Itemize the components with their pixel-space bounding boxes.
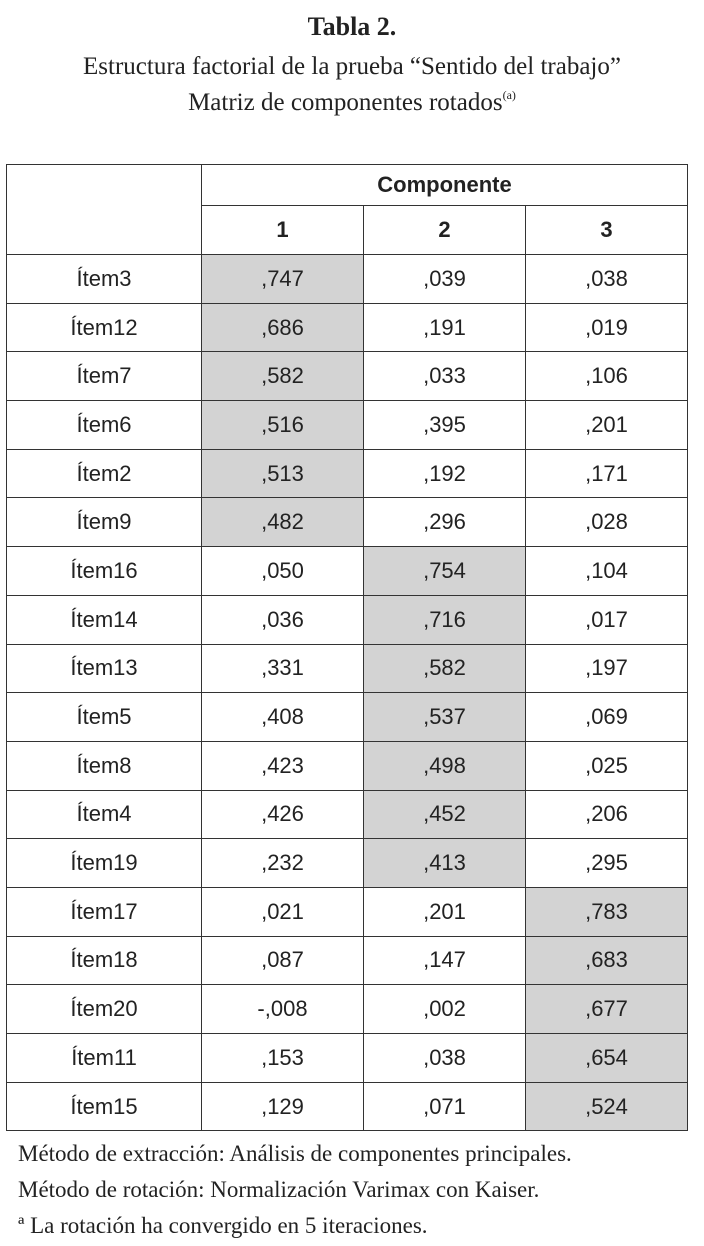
loading-cell: ,201 [526,401,688,450]
loading-cell: ,206 [526,790,688,839]
table-row [7,255,688,304]
item-label-cell: Ítem12 [7,303,202,352]
loading-cell: ,197 [526,644,688,693]
loading-cell: ,147 [364,936,526,985]
loading-cell: ,582 [202,352,364,401]
loading-cell: ,413 [364,839,526,888]
loading-cell: ,452 [364,790,526,839]
item-label-cell: Ítem11 [7,1034,202,1083]
table-row [7,741,688,790]
table-subtitle: Estructura factorial de la prueba “Sentido del trabajo” [83,53,621,80]
loading-cell: ,232 [202,839,364,888]
loading-cell: ,104 [526,547,688,596]
loading-cell: ,038 [364,1034,526,1083]
loading-cell: ,021 [202,887,364,936]
loading-cell: ,017 [526,595,688,644]
table-row [7,303,688,352]
table-row [7,644,688,693]
item-label-cell: Ítem9 [7,498,202,547]
loading-cell: ,192 [364,449,526,498]
corner-header-cell [7,165,202,255]
table-body [7,255,688,1131]
item-label-cell: Ítem14 [7,595,202,644]
table-row [7,839,688,888]
table-row [7,401,688,450]
loading-cell: ,025 [526,741,688,790]
table-row [7,985,688,1034]
item-label-cell: Ítem5 [7,693,202,742]
loading-cell: ,524 [526,1082,688,1131]
column-header-3: 3 [526,206,688,255]
loading-cell: ,296 [364,498,526,547]
loading-cell: ,426 [202,790,364,839]
column-header-2: 2 [364,206,526,255]
loading-cell: ,087 [202,936,364,985]
loading-cell: ,677 [526,985,688,1034]
loading-cell: ,783 [526,887,688,936]
item-label-cell: Ítem2 [7,449,202,498]
item-label-cell: Ítem19 [7,839,202,888]
loading-cell: ,295 [526,839,688,888]
loading-cell: ,482 [202,498,364,547]
note-convergence: ª La rotación ha convergido en 5 iteraciones. [18,1213,428,1238]
item-label-cell: Ítem20 [7,985,202,1034]
table-row [7,547,688,596]
loading-cell: ,153 [202,1034,364,1083]
loading-cell: ,423 [202,741,364,790]
loading-cell: ,686 [202,303,364,352]
item-label-cell: Ítem15 [7,1082,202,1131]
item-label-cell: Ítem4 [7,790,202,839]
loading-cell: ,754 [364,547,526,596]
loading-cell: ,408 [202,693,364,742]
loading-cell: ,028 [526,498,688,547]
component-group-header: Componente [202,165,688,206]
loading-cell: ,171 [526,449,688,498]
table-row [7,693,688,742]
table-row [7,498,688,547]
item-label-cell: Ítem17 [7,887,202,936]
loading-cell: -,008 [202,985,364,1034]
loading-cell: ,036 [202,595,364,644]
loading-cell: ,582 [364,644,526,693]
table-row [7,1034,688,1083]
note-rotation-method: Método de rotación: Normalización Varimax con Kaiser. [18,1177,540,1202]
loading-cell: ,019 [526,303,688,352]
table-row [7,595,688,644]
loading-cell: ,106 [526,352,688,401]
loading-cell: ,050 [202,547,364,596]
item-label-cell: Ítem8 [7,741,202,790]
loading-cell: ,516 [202,401,364,450]
table-subtitle-2-text: Matriz de componentes rotados [188,89,503,116]
table-row [7,449,688,498]
loading-cell: ,498 [364,741,526,790]
item-label-cell: Ítem6 [7,401,202,450]
loading-cell: ,683 [526,936,688,985]
loading-cell: ,002 [364,985,526,1034]
loading-cell: ,201 [364,887,526,936]
loading-cell: ,537 [364,693,526,742]
loading-cell: ,069 [526,693,688,742]
table-notes [18,1136,572,1244]
item-label-cell: Ítem18 [7,936,202,985]
item-label-cell: Ítem16 [7,547,202,596]
loading-cell: ,331 [202,644,364,693]
item-label-cell: Ítem13 [7,644,202,693]
item-label-cell: Ítem7 [7,352,202,401]
note-extraction-method: Método de extracción: Análisis de componentes principales. [18,1141,572,1166]
loading-cell: ,747 [202,255,364,304]
item-label-cell: Ítem3 [7,255,202,304]
component-matrix-table [6,164,688,1131]
loading-cell: ,395 [364,401,526,450]
table-title: Tabla 2. [307,12,397,41]
table-row [7,352,688,401]
loading-cell: ,129 [202,1082,364,1131]
loading-cell: ,513 [202,449,364,498]
loading-cell: ,191 [364,303,526,352]
table-row [7,936,688,985]
footnote-marker: (a) [502,88,516,102]
loading-cell: ,038 [526,255,688,304]
table-row [7,790,688,839]
table-row [7,1082,688,1131]
loading-cell: ,716 [364,595,526,644]
column-header-1: 1 [202,206,364,255]
table-subtitle-2 [0,88,704,117]
loading-cell: ,654 [526,1034,688,1083]
loading-cell: ,071 [364,1082,526,1131]
loading-cell: ,033 [364,352,526,401]
loading-cell: ,039 [364,255,526,304]
table-row [7,887,688,936]
